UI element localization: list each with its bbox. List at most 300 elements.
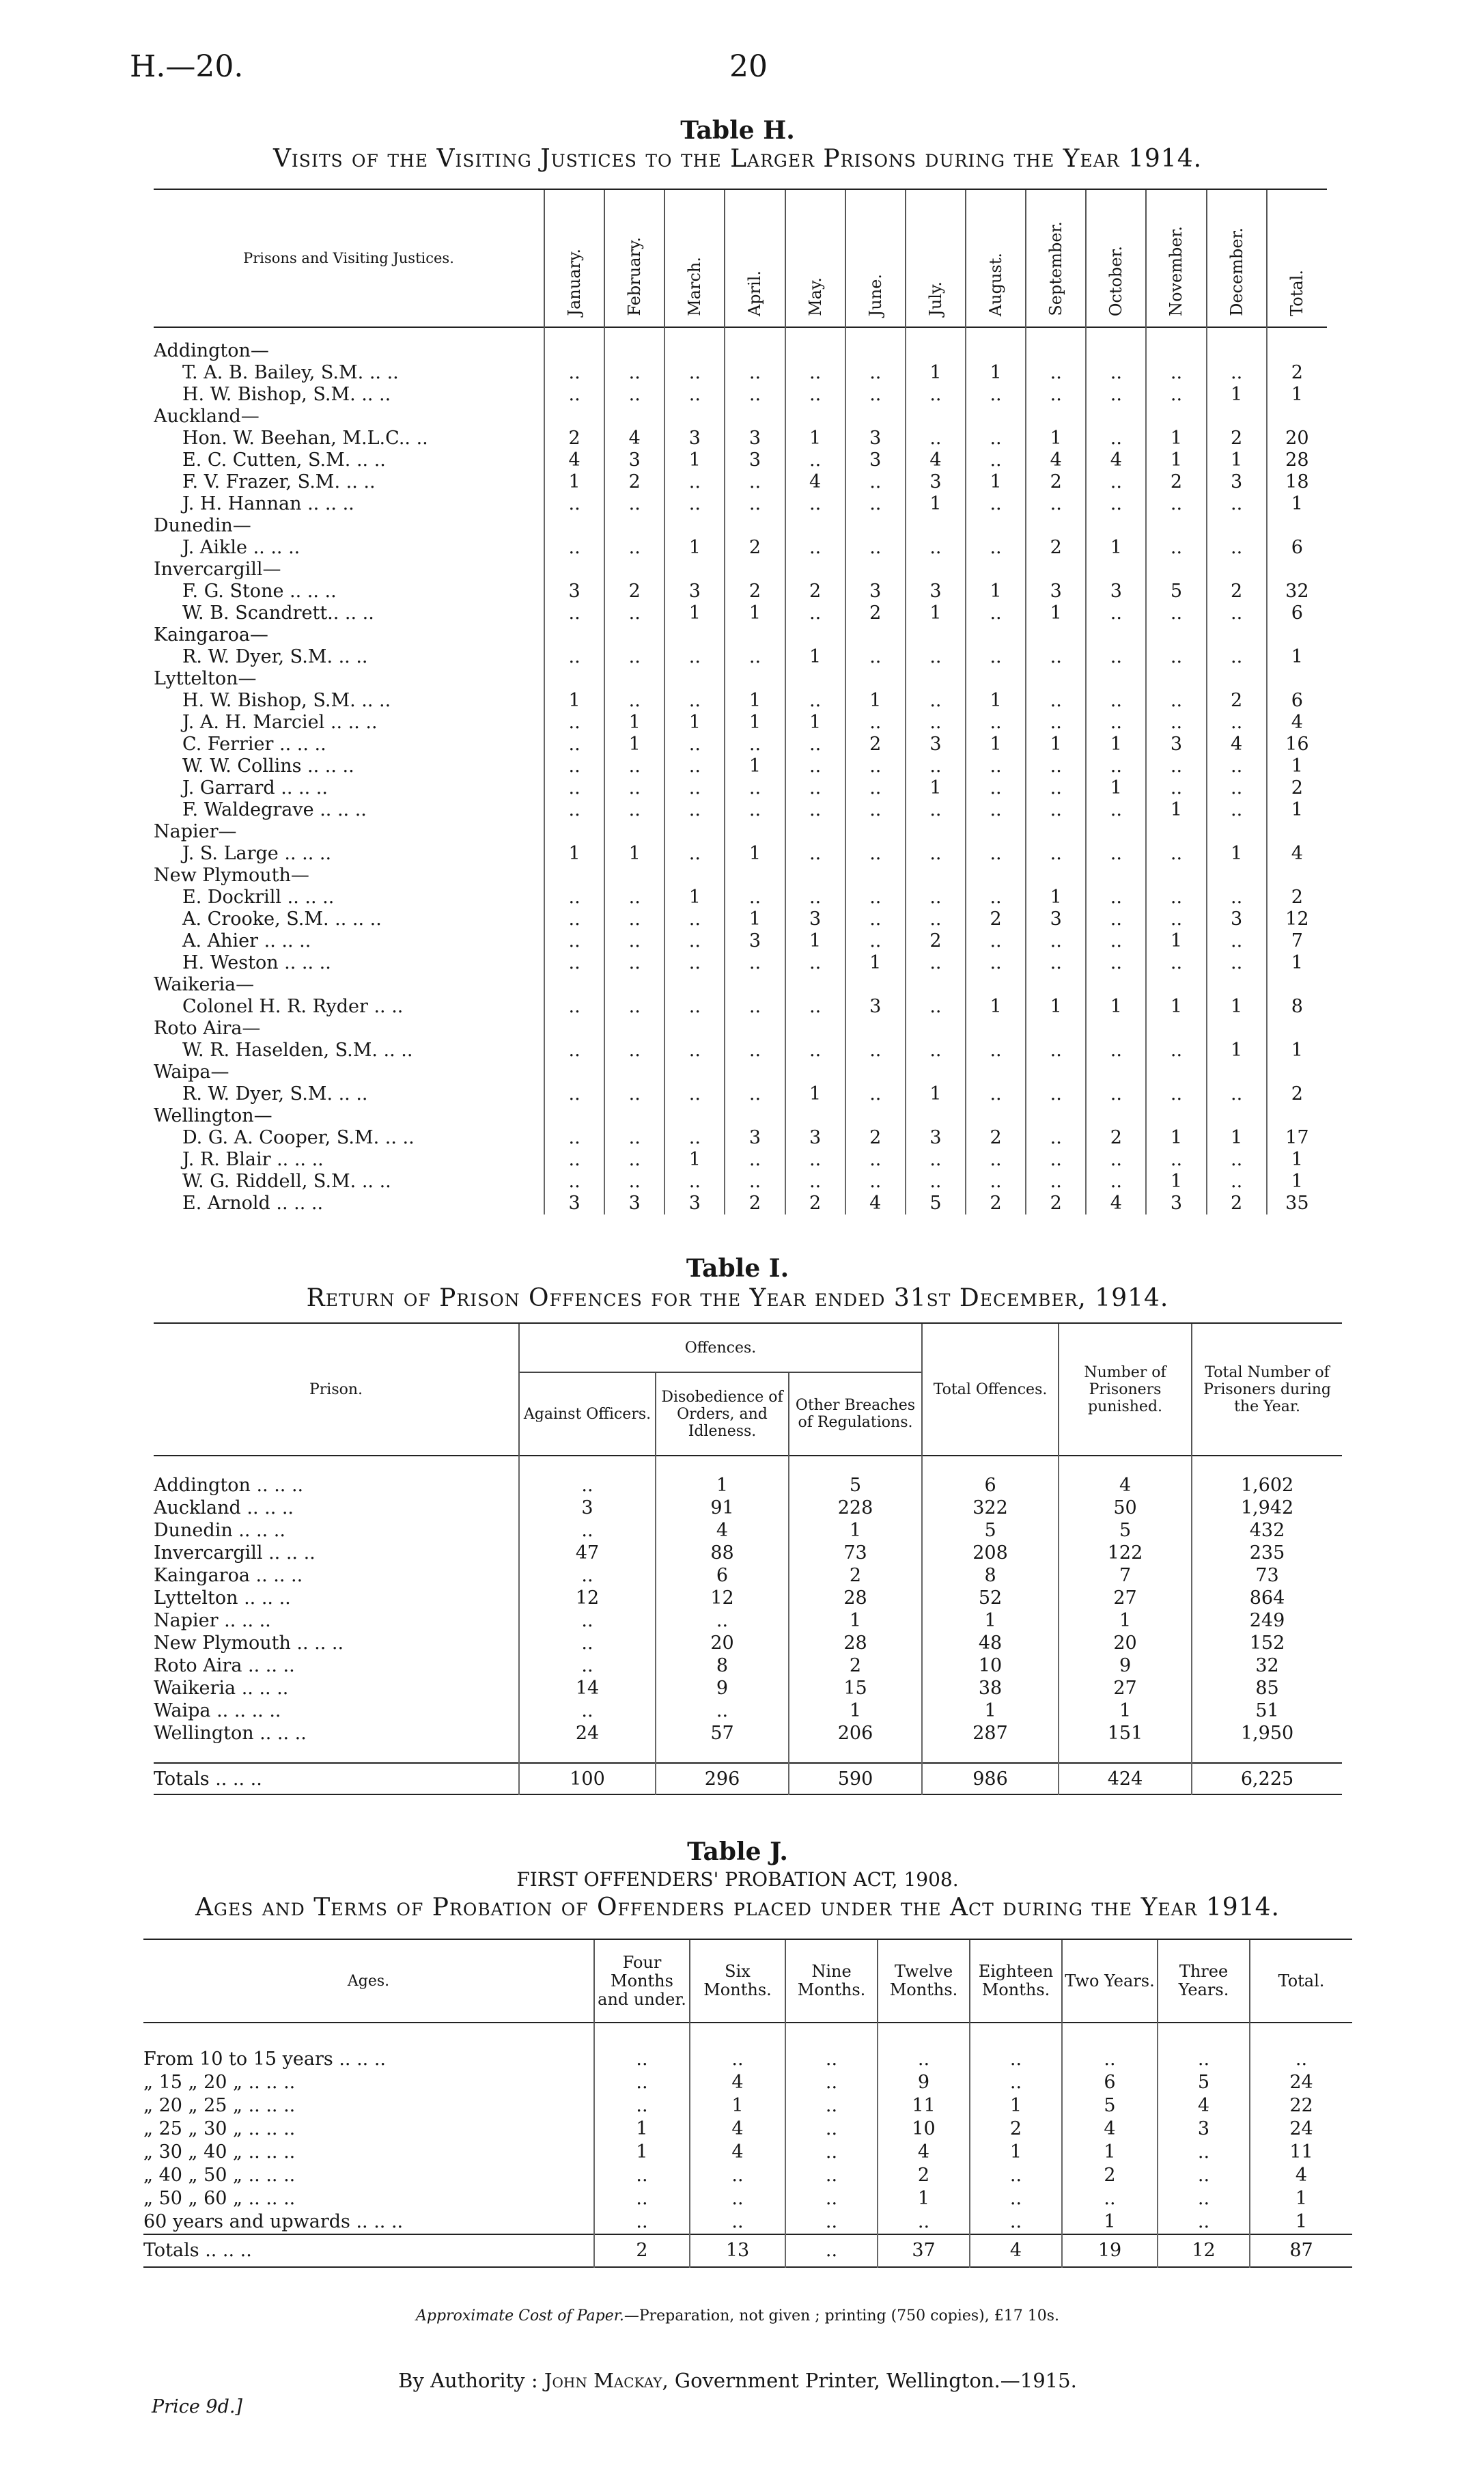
empty-cell: [785, 821, 845, 843]
visit-count: 2: [604, 581, 664, 602]
total-value: 37: [878, 2234, 970, 2267]
empty-cell: [785, 624, 845, 646]
visit-count: ..: [845, 712, 906, 734]
visit-count: 2: [1207, 1193, 1267, 1214]
total-value: 12: [1158, 2234, 1250, 2267]
spacer-cell: [1086, 327, 1146, 340]
empty-cell: [845, 668, 906, 690]
empty-cell: [966, 559, 1026, 581]
empty-cell: [544, 340, 604, 362]
visit-count: ..: [1146, 690, 1206, 712]
visit-count: ..: [1207, 799, 1267, 821]
prison-group-row: [154, 1018, 1327, 1040]
visit-count: 3: [544, 1193, 604, 1214]
empty-cell: [664, 865, 725, 887]
empty-cell: [1207, 1018, 1267, 1040]
visit-count: ..: [785, 1040, 845, 1061]
prison-name: Auckland—: [154, 406, 260, 427]
probation-count: ..: [1250, 2048, 1352, 2071]
visit-count: ..: [1026, 930, 1086, 952]
table-i-subtitle: Return of Prison Offences for the Year ended 31st December, 1914.: [306, 1284, 1169, 1312]
offence-value: 8: [922, 1564, 1059, 1587]
offence-value: 27: [1059, 1677, 1192, 1699]
empty-cell: [845, 1061, 906, 1083]
table-row: [143, 2118, 1352, 2141]
visit-count: 3: [906, 471, 966, 493]
cost-label: Approximate Cost of Paper.: [416, 2307, 624, 2324]
visit-count: 2: [845, 734, 906, 755]
offence-value: 24: [519, 1722, 656, 1745]
spacer-cell: [922, 1745, 1059, 1763]
probation-count: ..: [594, 2071, 690, 2094]
col-ages: Ages.: [347, 1972, 390, 1990]
visit-count: ..: [1146, 777, 1206, 799]
visit-count: ..: [966, 1040, 1026, 1061]
visit-count: 1: [1267, 1149, 1327, 1171]
visit-count: 2: [1267, 887, 1327, 908]
visit-count: ..: [1146, 602, 1206, 624]
justice-name: E. Arnold .. .. ..: [182, 1193, 324, 1214]
cost-note: [137, 2307, 1339, 2324]
visit-count: ..: [544, 930, 604, 952]
prison-group-row: [154, 624, 1327, 646]
prison-name: Dunedin .. .. ..: [154, 1520, 285, 1541]
visit-count: 1: [785, 930, 845, 952]
offence-value: 432: [1192, 1519, 1342, 1542]
empty-cell: [785, 668, 845, 690]
offence-value: ..: [519, 1609, 656, 1632]
col-against-officers: Against Officers.: [519, 1372, 656, 1456]
probation-count: 1: [594, 2118, 690, 2141]
prison-name: Kaingaroa—: [154, 624, 268, 645]
probation-count: ..: [690, 2164, 785, 2187]
visit-count: ..: [544, 777, 604, 799]
probation-count: ..: [690, 2048, 785, 2071]
visit-count: 3: [725, 449, 785, 471]
visit-count: 1: [1086, 996, 1146, 1018]
spacer-cell: [1059, 1456, 1192, 1474]
visit-count: ..: [785, 690, 845, 712]
visit-count: 2: [1026, 537, 1086, 559]
visit-count: ..: [544, 1127, 604, 1149]
justice-row: [154, 908, 1327, 930]
age-range: „ 25 „ 30 „ .. .. ..: [143, 2118, 296, 2139]
justice-row: [154, 1171, 1327, 1193]
empty-cell: [1026, 1105, 1086, 1127]
empty-cell: [966, 974, 1026, 996]
empty-cell: [966, 624, 1026, 646]
probation-count: 1: [1250, 2187, 1352, 2210]
visit-count: ..: [785, 843, 845, 865]
empty-cell: [1267, 1105, 1327, 1127]
visit-count: ..: [1026, 493, 1086, 515]
visit-count: ..: [1026, 646, 1086, 668]
visit-count: 1: [785, 428, 845, 449]
probation-count: 4: [1062, 2118, 1158, 2141]
empty-cell: [1086, 668, 1146, 690]
visit-count: ..: [1086, 799, 1146, 821]
visit-count: 2: [604, 471, 664, 493]
probation-count: 11: [1250, 2141, 1352, 2164]
visit-count: ..: [604, 602, 664, 624]
spacer-cell: [845, 327, 906, 340]
visit-count: ..: [1026, 777, 1086, 799]
prison-group-row: [154, 668, 1327, 690]
visit-count: ..: [966, 384, 1026, 406]
visit-count: ..: [906, 799, 966, 821]
spacer-row: [154, 327, 1327, 340]
justice-name: H. W. Bishop, S.M. .. ..: [182, 690, 391, 711]
empty-cell: [604, 515, 664, 537]
visit-count: ..: [1086, 908, 1146, 930]
table-row: [143, 2187, 1352, 2210]
visit-count: 1: [1146, 428, 1206, 449]
empty-cell: [906, 821, 966, 843]
table-i-title: Table I.: [686, 1254, 789, 1283]
table-row: [143, 2210, 1352, 2234]
probation-count: ..: [1158, 2164, 1250, 2187]
offence-value: 50: [1059, 1497, 1192, 1519]
probation-count: 1: [970, 2141, 1062, 2164]
visit-count: ..: [1026, 1171, 1086, 1193]
empty-cell: [966, 865, 1026, 887]
table-h-header-row: [154, 190, 1327, 327]
visit-count: ..: [664, 493, 725, 515]
visit-count: ..: [544, 384, 604, 406]
justice-name: F. G. Stone .. .. ..: [182, 581, 337, 602]
probation-count: 1: [1250, 2210, 1352, 2234]
empty-cell: [725, 668, 785, 690]
visit-count: ..: [966, 930, 1026, 952]
visit-count: 1: [845, 952, 906, 974]
offence-value: 1: [1059, 1609, 1192, 1632]
visit-count: ..: [544, 734, 604, 755]
probation-count: ..: [1158, 2210, 1250, 2234]
visit-count: ..: [845, 1040, 906, 1061]
offence-value: 57: [656, 1722, 789, 1745]
visit-count: ..: [544, 602, 604, 624]
justice-row: [154, 602, 1327, 624]
visit-count: ..: [1086, 1040, 1146, 1061]
visit-count: 3: [906, 581, 966, 602]
col-prisons-justices: Prisons and Visiting Justices.: [243, 250, 454, 266]
spacer-cell: [656, 1745, 789, 1763]
visit-count: 4: [604, 428, 664, 449]
prison-name: Wellington—: [154, 1105, 272, 1126]
visit-count: ..: [604, 952, 664, 974]
visit-count: ..: [725, 471, 785, 493]
col-prison: Prison.: [309, 1380, 363, 1398]
visit-count: ..: [664, 930, 725, 952]
visit-count: ..: [966, 537, 1026, 559]
empty-cell: [1267, 821, 1327, 843]
spacer-cell: [154, 1456, 519, 1474]
justice-row: [154, 712, 1327, 734]
empty-cell: [664, 624, 725, 646]
table-row: [143, 2141, 1352, 2164]
offence-value: 14: [519, 1677, 656, 1699]
visit-count: 1: [544, 843, 604, 865]
visit-count: ..: [906, 1040, 966, 1061]
visit-count: 1: [966, 581, 1026, 602]
visit-count: ..: [785, 887, 845, 908]
visit-count: ..: [664, 843, 725, 865]
empty-cell: [785, 515, 845, 537]
probation-count: ..: [594, 2164, 690, 2187]
empty-cell: [1207, 821, 1267, 843]
offence-value: 52: [922, 1587, 1059, 1609]
offence-value: 151: [1059, 1722, 1192, 1745]
visit-count: ..: [544, 887, 604, 908]
visit-count: ..: [664, 734, 725, 755]
visit-count: ..: [1146, 843, 1206, 865]
probation-count: ..: [785, 2071, 878, 2094]
table-h-subtitle: Visits of the Visiting Justices to the Larger Prisons during the Year 1914.: [272, 145, 1203, 173]
visit-count: ..: [966, 799, 1026, 821]
visit-count: 1: [544, 690, 604, 712]
empty-cell: [845, 865, 906, 887]
offence-value: 249: [1192, 1609, 1342, 1632]
justice-row: [154, 581, 1327, 602]
prison-name: Dunedin—: [154, 515, 251, 536]
empty-cell: [1146, 974, 1206, 996]
visit-count: ..: [725, 362, 785, 384]
visit-count: 1: [725, 908, 785, 930]
empty-cell: [785, 406, 845, 428]
visit-count: ..: [1146, 493, 1206, 515]
visit-count: 3: [664, 428, 725, 449]
prison-group-row: [154, 865, 1327, 887]
visit-count: ..: [1086, 493, 1146, 515]
spacer-cell: [154, 1745, 519, 1763]
visit-count: 1: [664, 712, 725, 734]
offence-value: 12: [656, 1587, 789, 1609]
prison-name: Waikeria .. .. ..: [154, 1678, 289, 1699]
visit-count: ..: [845, 1171, 906, 1193]
table-i: [154, 1324, 1342, 1795]
visit-count: 2: [845, 602, 906, 624]
empty-cell: [725, 340, 785, 362]
probation-count: ..: [1062, 2187, 1158, 2210]
visit-count: ..: [664, 690, 725, 712]
visit-count: 3: [845, 449, 906, 471]
empty-cell: [604, 668, 664, 690]
probation-count: ..: [1158, 2187, 1250, 2210]
col-term: Total.: [1250, 1940, 1352, 2023]
justice-row: [154, 471, 1327, 493]
prison-name: Napier—: [154, 821, 237, 842]
spacer-row: [154, 1745, 1342, 1763]
visit-count: ..: [966, 602, 1026, 624]
visit-count: 1: [906, 602, 966, 624]
empty-cell: [604, 1018, 664, 1040]
visit-count: 1: [544, 471, 604, 493]
visit-count: 3: [1146, 1193, 1206, 1214]
justice-name: W. W. Collins .. .. ..: [182, 755, 354, 777]
offence-value: 3: [519, 1497, 656, 1519]
visit-count: 1: [664, 602, 725, 624]
visit-count: ..: [544, 646, 604, 668]
offence-value: 287: [922, 1722, 1059, 1745]
visit-count: 1: [966, 734, 1026, 755]
probation-count: 2: [1062, 2164, 1158, 2187]
prison-name: Invercargill—: [154, 559, 281, 580]
visit-count: ..: [1207, 712, 1267, 734]
visit-count: 1: [785, 712, 845, 734]
table-j-header-row: [143, 1940, 1352, 2023]
col-month: [845, 190, 906, 327]
visit-count: ..: [785, 602, 845, 624]
visit-count: ..: [845, 843, 906, 865]
visit-count: ..: [664, 952, 725, 974]
probation-count: ..: [594, 2094, 690, 2118]
justice-name: J. Garrard .. .. ..: [182, 777, 328, 799]
empty-cell: [1026, 1061, 1086, 1083]
spacer-cell: [966, 327, 1026, 340]
empty-cell: [785, 340, 845, 362]
col-month-label: December.: [1227, 227, 1246, 316]
empty-cell: [1267, 340, 1327, 362]
col-month: [785, 190, 845, 327]
visit-count: 4: [544, 449, 604, 471]
empty-cell: [1086, 340, 1146, 362]
probation-count: 1: [594, 2141, 690, 2164]
justice-row: [154, 952, 1327, 974]
prison-name: Addington—: [154, 340, 269, 361]
table-h-title: Table H.: [680, 116, 795, 145]
empty-cell: [664, 668, 725, 690]
visit-count: 4: [1267, 712, 1327, 734]
visit-count: 1: [1086, 777, 1146, 799]
justice-name: R. W. Dyer, S.M. .. ..: [182, 1083, 368, 1105]
offence-value: ..: [519, 1564, 656, 1587]
empty-cell: [544, 624, 604, 646]
visit-count: ..: [845, 887, 906, 908]
empty-cell: [544, 821, 604, 843]
visit-count: 1: [966, 362, 1026, 384]
visit-count: ..: [845, 471, 906, 493]
justice-row: [154, 755, 1327, 777]
col-month: [725, 190, 785, 327]
total-value: 986: [922, 1763, 1059, 1794]
visit-count: ..: [906, 712, 966, 734]
visit-count: 28: [1267, 449, 1327, 471]
offence-value: 20: [656, 1632, 789, 1654]
visit-count: 4: [1267, 843, 1327, 865]
visit-count: 1: [664, 449, 725, 471]
spacer-cell: [519, 1745, 656, 1763]
visit-count: ..: [604, 537, 664, 559]
table-h-body: [154, 327, 1327, 1214]
visit-count: 1: [1207, 449, 1267, 471]
visit-count: ..: [906, 755, 966, 777]
visit-count: 16: [1267, 734, 1327, 755]
age-range: „ 40 „ 50 „ .. .. ..: [143, 2165, 296, 2186]
visit-count: 1: [1026, 734, 1086, 755]
col-total-prisoners: Total Number of Prisoners during the Year.: [1192, 1324, 1342, 1456]
empty-cell: [906, 515, 966, 537]
probation-count: 11: [878, 2094, 970, 2118]
empty-cell: [604, 974, 664, 996]
visit-count: ..: [1026, 1149, 1086, 1171]
offence-value: 28: [789, 1632, 922, 1654]
visit-count: 18: [1267, 471, 1327, 493]
empty-cell: [1086, 624, 1146, 646]
visit-count: 1: [1026, 996, 1086, 1018]
visit-count: 1: [1267, 799, 1327, 821]
empty-cell: [845, 559, 906, 581]
visit-count: 1: [785, 646, 845, 668]
visit-count: ..: [604, 887, 664, 908]
col-month: [1086, 190, 1146, 327]
visit-count: ..: [664, 471, 725, 493]
visit-count: 1: [966, 471, 1026, 493]
empty-cell: [966, 406, 1026, 428]
visit-count: ..: [1026, 690, 1086, 712]
empty-cell: [845, 1105, 906, 1127]
visit-count: 2: [544, 428, 604, 449]
visit-count: 2: [725, 581, 785, 602]
visit-count: ..: [966, 887, 1026, 908]
probation-count: 9: [878, 2071, 970, 2094]
justice-row: [154, 428, 1327, 449]
total-value: 19: [1062, 2234, 1158, 2267]
offence-value: 228: [789, 1497, 922, 1519]
offence-value: ..: [519, 1474, 656, 1497]
spacer-cell: [664, 327, 725, 340]
prison-group-row: [154, 515, 1327, 537]
col-total-offences: Total Offences.: [922, 1324, 1059, 1456]
empty-cell: [1207, 1105, 1267, 1127]
visit-count: ..: [725, 1171, 785, 1193]
visit-count: 2: [1207, 581, 1267, 602]
empty-cell: [1207, 406, 1267, 428]
probation-count: 5: [1062, 2094, 1158, 2118]
visit-count: ..: [604, 908, 664, 930]
spacer-cell: [594, 2023, 690, 2048]
visit-count: 4: [1026, 449, 1086, 471]
visit-count: 3: [1026, 581, 1086, 602]
offence-value: 12: [519, 1587, 656, 1609]
visit-count: 3: [845, 581, 906, 602]
justice-row: [154, 537, 1327, 559]
visit-count: ..: [1207, 493, 1267, 515]
empty-cell: [1146, 559, 1206, 581]
visit-count: ..: [1207, 887, 1267, 908]
visit-count: 3: [664, 1193, 725, 1214]
visit-count: ..: [544, 1083, 604, 1105]
visit-count: ..: [664, 1083, 725, 1105]
visit-count: ..: [785, 1149, 845, 1171]
empty-cell: [664, 974, 725, 996]
visit-count: ..: [845, 646, 906, 668]
justice-row: [154, 734, 1327, 755]
empty-cell: [664, 406, 725, 428]
prison-name: Roto Aira—: [154, 1018, 261, 1039]
visit-count: ..: [785, 734, 845, 755]
probation-count: ..: [1158, 2141, 1250, 2164]
age-range: „ 30 „ 40 „ .. .. ..: [143, 2141, 296, 2163]
visit-count: ..: [966, 449, 1026, 471]
empty-cell: [1146, 668, 1206, 690]
offence-value: 208: [922, 1542, 1059, 1564]
visit-count: ..: [604, 1040, 664, 1061]
visit-count: ..: [664, 1127, 725, 1149]
probation-count: 24: [1250, 2071, 1352, 2094]
table-row: [154, 1564, 1342, 1587]
justice-name: R. W. Dyer, S.M. .. ..: [182, 646, 368, 667]
offence-value: 32: [1192, 1654, 1342, 1677]
